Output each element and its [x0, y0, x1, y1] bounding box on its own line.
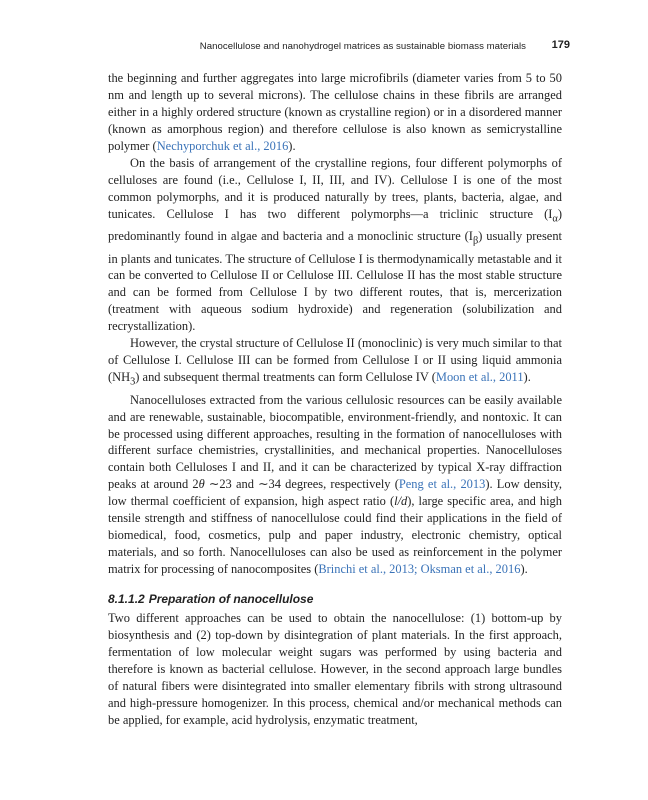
theta-symbol: θ — [198, 477, 205, 492]
citation-link[interactable]: Nechyporchuk et al., 2016 — [156, 138, 289, 153]
page-number: 179 — [551, 39, 570, 51]
text-run: ), large specific area, and high tensile strength and stiffness of nanocellulose could find their applications in the field of biomedical, food, cosmetics, pulp and paper industry, electronic chemistry, optical materials, and so forth. Nanocelluloses can also be used as reinforcement in the polymer matrix for processing of nanocomposites ( — [108, 494, 562, 577]
text-run: On the basis of arrangement of the crystalline regions, four different polymorphs of celluloses are found (i.e., Cellulose I, II, III, and IV). Cellulose I is one of the most common polymorphs, and it is produced naturally by trees, plants, bacteria, algae, and tunicates. Cellulose I has two different polymorphs—a triclinic structure (I — [108, 155, 562, 221]
paragraph-continuation — [108, 70, 562, 155]
paragraph-nanocelluloses — [108, 392, 562, 578]
text-run: However, the crystal structure of Cellulose II (monoclinic) is very much similar to that of Cellulose I. Cellulose III can be formed from Cellulose I or II using liquid ammonia (NH — [108, 336, 562, 385]
paragraph-preparation — [108, 610, 562, 729]
text-run: ) usually present in plants and tunicates. The structure of Cellulose I is thermodynamically metastable and it can be converted to Cellulose II or Cellulose III. Cellulose II has the most stable structure and can be formed from Cellulose I by two different routes, that is, mercerization (treatment with aqueous sodium hydroxide) and regeneration (solubilization and recrystallization). — [108, 229, 562, 334]
aspect-ratio-symbol: l/d — [394, 494, 408, 509]
subscript-3: 3 — [130, 376, 136, 388]
body-text — [108, 70, 562, 729]
text-run: ) and subsequent thermal treatments can form Cellulose IV ( — [135, 370, 436, 385]
paragraph-cellulose-ii — [108, 335, 562, 391]
citation-link[interactable]: Peng et al., 2013 — [398, 477, 486, 492]
subscript-beta: β — [472, 235, 479, 247]
section-number: 8.1.1.2 — [108, 592, 145, 607]
running-header — [108, 38, 570, 54]
section-title: Preparation of nanocellulose — [148, 592, 314, 607]
text-run: Two different approaches can be used to obtain the nanocellulose: (1) bottom-up by biosynthesis and (2) top-down by disintegration of plant materials. In the first approach, fermentation of low molecular weight sugars was performed by using bacteria and therefore is known as bacterial cellulose. However, in the second approach large bundles of natural fibers were disintegrated into smaller elementary fibrils with strong ultrasound and high-pressure homogenizer. In this process, chemical and/or mechanical methods can be applied, for example, acid hydrolysis, enzymatic treatment, — [108, 611, 562, 727]
citation-link[interactable]: Brinchi et al., 2013; Oksman et al., 2016 — [318, 562, 521, 577]
text-run: Nanocelluloses extracted from the various cellulosic resources can be easily available and are renewable, sustainable, biocompatible, environment-friendly, and nontoxic. It can be processed using different approaches, resulting in the formation of nanocelluloses with different surface chemistries, crystallinities, and mechanical properties. Nanocelluloses contain both Celluloses I and II, and it can be characterized by typical X-ray diffraction peaks at around 2 — [108, 392, 562, 492]
section-heading — [108, 591, 562, 607]
text-run: ∼23 and ∼34 degrees, respectively ( — [204, 477, 399, 492]
text-run: the beginning and further aggregates into large microfibrils (diameter varies from 5 to 50 nm and length up to several microns). The cellulose chains in these fibrils are arranged either in a highly ordered structure (known as crystalline region) or in a disordered manner (known as amorphous region) and therefore cellulose is also known as semicrystalline polymer ( — [108, 71, 562, 153]
text-run: ) predominantly found in algae and bacteria and a monoclinic structure (I — [108, 206, 562, 244]
text-run: ). — [520, 562, 528, 577]
paragraph-polymorphs — [108, 155, 562, 336]
text-run: ). — [523, 370, 531, 385]
running-title: Nanocellulose and nanohydrogel matrices as sustainable biomass materials — [199, 41, 526, 52]
text-run: ). Low density, low thermal coefficient of expansion, high aspect ratio ( — [108, 477, 562, 509]
text-run: ). — [288, 138, 296, 153]
subscript-alpha: α — [552, 213, 558, 225]
citation-link[interactable]: Moon et al., 2011 — [435, 370, 524, 385]
